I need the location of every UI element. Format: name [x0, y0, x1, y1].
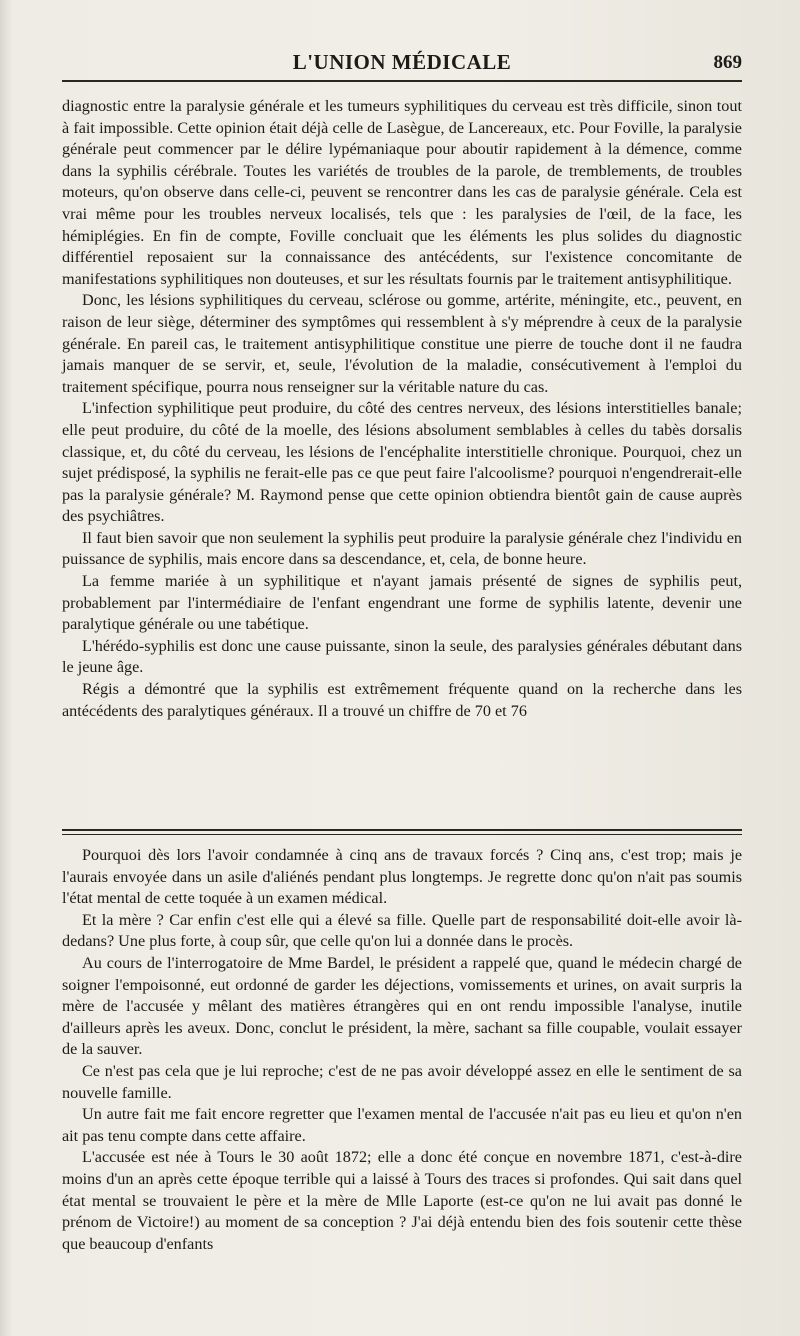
running-header: [62, 50, 742, 80]
paragraph: Un autre fait me fait encore regretter que l'examen mental de l'accusée n'ait pas eu lieu et qu'on n'en ait pas tenu compte dans cette affaire.: [62, 1105, 742, 1145]
article-body: [62, 96, 742, 722]
paragraph: Donc, les lésions syphilitiques du cerveau, sclérose ou gomme, artérite, méningite, etc., peuvent, en raison de leur siège, déterminer des symptômes qui ressemblent à s'y méprendre à ceux de la paralysie générale. En pareil cas, le traitement antisyphilitique constitue une pierre de touche dont il ne faudra jamais manquer de se servir, et, seule, l'évolution de la maladie, consécutivement à l'emploi du traitement spécifique, pourra nous renseigner sur la véritable nature du cas.: [62, 291, 742, 396]
paragraph: Au cours de l'interrogatoire de Mme Bardel, le président a rappelé que, quand le médecin chargé de soigner l'empoisonné, eut ordonné de garder les déjections, vomissements et urines, on avait surpris la mère de l'accusée y mêlant des matières étrangères qui en ont rendu impossible l'analyse, inutile d'ailleurs après les aveux. Donc, conclut le président, la mère, sachant sa fille coupable, voulait essayer de la sauver.: [62, 953, 742, 1059]
paragraph: L'hérédo-syphilis est donc une cause puissante, sinon la seule, des paralysies générales débutant dans le jeune âge.: [62, 636, 742, 677]
section-divider: [62, 834, 742, 835]
paragraph: Et la mère ? Car enfin c'est elle qui a élevé sa fille. Quelle part de responsabilité doit-elle avoir là-dedans? Une plus forte, à coup sûr, que celle qu'on lui a donnée dans le procès.: [62, 910, 742, 951]
page-number: 869: [713, 52, 742, 73]
header-rule: [62, 80, 742, 82]
section-divider: [62, 829, 742, 831]
feuilleton-body: [62, 845, 742, 1255]
paragraph: Il faut bien savoir que non seulement la syphilis peut produire la paralysie générale chez l'individu en puissance de syphilis, mais encore dans sa descendance, et, cela, de bonne heure.: [62, 528, 742, 569]
journal-title: L'UNION MÉDICALE: [292, 50, 512, 74]
paragraph: La femme mariée à un syphilitique et n'ayant jamais présenté de signes de syphilis peut, probablement par l'intermédiaire de l'enfant engendrant une forme de syphilis latente, devenir une paralytique générale ou une tabétique.: [62, 572, 742, 634]
paragraph: L'accusée est née à Tours le 30 août 1872; elle a donc été conçue en novembre 1871, c'est-à-dire moins d'un an après cette époque terrible qui a laissé à Tours des traces si profondes. Qui sait dans quel état mental se trouvaient le père et la mère de Mlle Laporte (est-ce qu'on ne lui avait pas donné le prénom de Victoire!) au moment de sa conception ? J'ai déjà entendu bien des fois soutenir cette thèse que beaucoup d'enfants: [62, 1148, 742, 1253]
paragraph: Régis a démontré que la syphilis est extrêmement fréquente quand on la recherche dans les antécédents des paralytiques généraux. Il a trouvé un chiffre de 70 et 76: [62, 680, 742, 720]
paragraph: L'infection syphilitique peut produire, du côté des centres nerveux, des lésions interstitielles banale; elle peut produire, du côté de la moelle, des lésions absolument semblables à celles du tabès dorsalis classique, et, du côté du cerveau, les lésions de l'encéphalite interstitielle chronique. Pourquoi, chez un sujet prédisposé, la syphilis ne ferait-elle pas ce que peut faire l'alcoolisme? pourquoi n'engendrerait-elle pas la paralysie générale? M. Raymond pense que cette opinion obtiendra bientôt gain de cause auprès des psychiâtres.: [62, 399, 742, 526]
paragraph: Ce n'est pas cela que je lui reproche; c'est de ne pas avoir développé assez en elle le sentiment de sa nouvelle famille.: [62, 1061, 742, 1102]
paragraph: Pourquoi dès lors l'avoir condamnée à cinq ans de travaux forcés ? Cinq ans, c'est trop; mais je l'aurais envoyée dans un asile d'aliénés pendant plus longtemps. Je regrette donc qu'on n'ait pas soumis l'état mental de cette toquée à un examen médical.: [62, 846, 742, 908]
paragraph: diagnostic entre la paralysie générale et les tumeurs syphilitiques du cerveau est très difficile, sinon tout à fait impossible. Cette opinion était déjà celle de Lasègue, de Lancereaux, etc. Pour Foville, la paralysie générale peut commencer par le délire lypémaniaque pour aboutir rapidement à la démence, comme dans la syphilis cérébrale. Toutes les variétés de troubles de la parole, de tremblements, de troubles moteurs, qu'on observe dans celle-ci, peuvent se rencontrer dans les cas de paralysie générale. Cela est vrai même pour les troubles nerveux localisés, tels que : les paralysies de l'œil, de la face, les hémiplégies. En fin de compte, Foville concluait que les éléments les plus solides du diagnostic différentiel reposaient sur la connaissance des antécédents, sur l'existence concomitante de manifestations syphilitiques non douteuses, et sur les résultats fournis par le traitement antisyphilitique.: [62, 97, 742, 288]
